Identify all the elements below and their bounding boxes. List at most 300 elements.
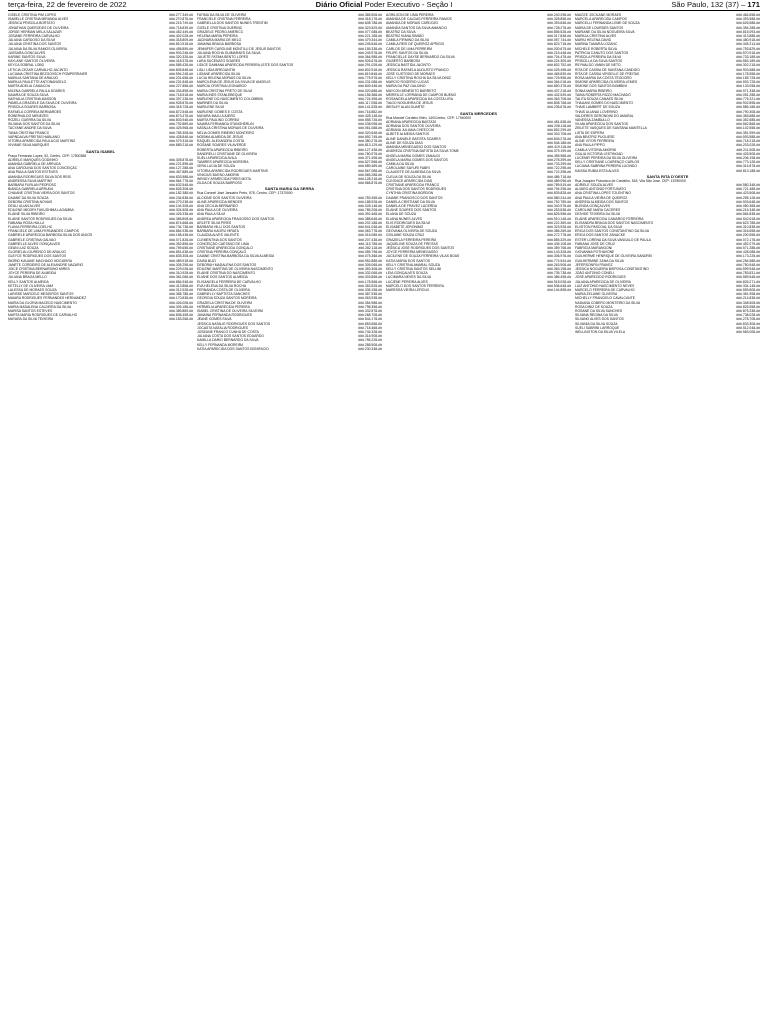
registration-number: ###.227.858-## [169, 84, 193, 89]
column [197, 13, 382, 1021]
person-name: MARCELA APARECIDA CAMPOS [575, 17, 627, 22]
registration-number: ###.872.548-## [169, 109, 193, 114]
person-name: ISABELLE CRISTINA MIRANDA ALVES [8, 17, 69, 22]
person-name: JOSIANE FERREIRA CARVALHO [8, 34, 60, 39]
person-name: LIDLI LIDIA BREGANTIM [197, 67, 236, 72]
registration-number: ###.479.344-## [358, 38, 382, 43]
person-name: GABRIELLE ALVES GONÇALVES [8, 241, 61, 246]
person-name: MARILIA PAULETTE ANTONANGELO [8, 80, 67, 85]
registration-number: ###.365.888-## [736, 113, 760, 118]
registration-number: ###.183.268-## [169, 317, 193, 322]
registration-number: ###.016.088-## [358, 233, 382, 238]
person-name: HERMELIA APARECIDA PEREIRA [197, 304, 250, 309]
person-name: KELLY CRISTINA AMARAL SOUZA [386, 262, 441, 267]
person-name: ANA CECILIA BERNARDO [197, 203, 238, 208]
registration-number: ###.465.839-## [547, 71, 571, 76]
person-name: ROSA MARIA DA COSTA TEODORO [575, 76, 632, 81]
person-name: ROSANE SOARES VILAVERDE [197, 143, 247, 148]
person-name: JUCILENE DE SOUZA FERREIRA VILAS BOAS [386, 254, 460, 259]
person-name: JESSICA PRISCILA BORTATO [8, 21, 55, 26]
registration-number: ###.722.298-## [547, 166, 571, 171]
person-name: GRAZIELA FERREIRA PEREIRA [386, 237, 437, 242]
municipality-address: Praça Fernando Lopes, 52, Centro, CEP: 17500388 [8, 153, 87, 158]
registration-number: ###.785.208-## [358, 208, 382, 213]
person-name: JANETE CORDEIRO DE ALEXANDRE NAZARIO [8, 262, 84, 267]
person-name: AMANDA GABRIELA DE ARRUDA [8, 161, 61, 166]
person-name: GIULIA VICTORIA LESTINGAD [575, 151, 623, 156]
registration-number: ###.253.838-## [547, 208, 571, 213]
person-name: CRISTIANE APARECIDA FRANCO [386, 182, 440, 187]
registration-number: ###.363.198-## [547, 266, 571, 271]
person-name: ELISANDRA BRAGA DOS SANTOS NASCIMENTO [575, 220, 654, 225]
registration-number: ###.813.129-## [358, 143, 382, 148]
registration-number: ###.489.098-## [547, 178, 571, 183]
person-name: FLAVIA FERREIRA COELHO [8, 224, 53, 229]
registration-number: ###.224.309-## [547, 59, 571, 64]
person-name: KELLY CRISTINA SANTOS SELLINI [386, 266, 442, 271]
person-name: GEOVANA OLIVEIRA DE SOUZA [386, 229, 437, 234]
registration-number: ###.334.148-## [736, 283, 760, 288]
registration-number: ###.379.199-## [547, 149, 571, 154]
registration-number: ###.718.518-## [169, 92, 193, 97]
person-name: VIVIANE SILVA MARQUES [8, 143, 50, 148]
municipality-address: Rua Manoel Cordeiro Ilhéu, 140/Centro, CEP: 17940000 [386, 115, 472, 120]
registration-number: ###.071.828-## [169, 237, 193, 242]
registration-number: ###.542.618-## [736, 216, 760, 221]
person-name: JUSSARA GONCALVES [8, 50, 46, 55]
registration-number: ###.852.299-## [547, 128, 571, 133]
registration-number: ###.318.178-## [358, 17, 382, 22]
registration-number: ###.231.088-## [358, 80, 382, 85]
person-name: MARLENE GOMES E COSTA [197, 109, 243, 114]
person-name: TANIA CRISTINA FRANCO [8, 130, 50, 135]
registration-number: ###.835.308-## [169, 254, 193, 259]
registration-number: ###.623.788-## [736, 220, 760, 225]
registration-number: ###.855.329-## [547, 237, 571, 242]
registration-number: ###.245.848-## [358, 42, 382, 47]
person-name: ANGELA MARIA GOMES ZANALDI [386, 153, 440, 158]
person-name: ELISABETE JERONIMO [386, 224, 424, 229]
registration-number: ###.386.498-## [547, 275, 571, 280]
person-name: ELIS RODRIGUES DA SILVA [386, 220, 431, 225]
person-name: GUILHERME HENRIQUE DE OLIVEIRA SANDREI [575, 254, 653, 259]
person-name: BLENDA GONÇALVES [575, 203, 611, 208]
person-name: LUCIENE PEREIRA ALVES [386, 279, 428, 284]
registration-number: ###.353.308-## [358, 266, 382, 271]
registration-number: ###.155.338-## [358, 46, 382, 51]
registration-number: ###.115.788-## [358, 241, 382, 246]
registration-number: ###.774.944-## [547, 258, 571, 263]
registration-number: ###.486.718-## [547, 174, 571, 179]
person-name: GRAZIELA CRISTINA DE OLIVEIRA [197, 300, 253, 305]
person-name: MARESSA VIEIRA LEROUX [386, 288, 430, 292]
registration-number: ###.413.868-## [169, 283, 193, 288]
registration-number: ###.127.438-## [358, 147, 382, 152]
person-name: BARBARA HILLI DOS SANTOS [197, 224, 246, 229]
registration-number: ###.773.128-## [736, 160, 760, 165]
registration-number: ###.735.738-## [547, 271, 571, 276]
registration-number: ###.173.228-## [736, 254, 760, 259]
person-name: GABRIELE CRISTINA GALVAO [8, 237, 56, 242]
registration-number: ###.102.558-## [736, 126, 760, 131]
person-name: LUCIANA CRISTINA BEZGOVSCH POMPERRAIER [8, 71, 88, 76]
person-name: CRISTINA PEREIRA GONÇALO [197, 250, 247, 255]
person-name: MARIA ZELAINE OLIVEIRA [575, 292, 618, 297]
registration-number: ###.206.198-## [736, 155, 760, 160]
person-name: EDILENE MARTINS DE OLIVEIRA NASCIMENTO [197, 266, 274, 271]
registration-number: ###.393.838-## [547, 21, 571, 26]
municipality-heading: SANTA MARIA DA SERRA [264, 186, 315, 192]
person-name: JULIANA APARECIDA DE OLIVEIRA [575, 279, 631, 284]
person-name: JOÃO ANTONIO CONELI [575, 271, 614, 276]
person-name: ROBERVALDO MENEZES [8, 113, 49, 118]
registration-number: ###.316.908-## [358, 334, 382, 339]
person-name: DAIANE CRISTINA BARBOSA DA SILVA ALMEIDA [197, 254, 275, 259]
person-name: JESSICA BASTIDA JACINTO [386, 63, 431, 68]
registration-number: ###.759.658-## [169, 245, 193, 250]
person-name: WELLINGTON DA SILVA VILELA [575, 330, 626, 335]
registration-number: ###.718.218-## [736, 139, 760, 144]
person-name: JOYCE FERREIRA MENEGASSO [386, 250, 438, 255]
registration-number: ###.216.348-## [736, 208, 760, 213]
person-name: EVA HELENA DA SILVA ROCHA [197, 283, 247, 288]
registration-number: ###.563.189-## [736, 59, 760, 64]
person-name: FRANCIELE CRISTINA FERREIRA [197, 17, 251, 22]
registration-number: ###.222.369-## [547, 220, 571, 225]
registration-number: ###.345.214-## [736, 42, 760, 47]
registration-number: ###.364.988-## [358, 55, 382, 60]
registration-number: ###.725.958-## [547, 76, 571, 81]
registration-number: ###.585.428-## [169, 63, 193, 68]
registration-number: ###.544.178-## [358, 317, 382, 322]
municipality-address: Rua Joaquim Francisco de Carvalho, 518, Vila São José, CEP: 15780000 [575, 178, 686, 183]
registration-number: ###.352.858-## [169, 241, 193, 246]
registration-number: ###.352.588-## [736, 118, 760, 123]
registration-number: ###.892.745-## [358, 134, 382, 139]
person-name: ANDREIA ALMEIDA DOS SANTOS [575, 199, 629, 204]
registration-number: ###.792.889-## [169, 122, 193, 127]
person-name: KAYLANE SANTOS OLIVEIRA [8, 59, 55, 64]
registration-number: ###.426.008-## [169, 300, 193, 305]
municipality-heading: SANTA RITA D'OESTE [646, 173, 689, 179]
registration-number: ###.104.898-## [547, 288, 571, 292]
registration-number: ###.385.808-## [169, 216, 193, 221]
registration-number: ###.063.938-## [358, 296, 382, 301]
registration-number: ###.380.278-## [358, 139, 382, 144]
person-name: ISABEL CRISTINA DE OLIVEIRA SILVEIRA [197, 309, 264, 314]
registration-number: ###.810.518-## [169, 42, 193, 47]
person-name: LEIA GONÇALVES SOUZA [386, 271, 428, 276]
person-name: VANESSA ZAMBULLO [575, 118, 610, 123]
header-rule [8, 10, 760, 11]
registration-number: ###.452.449-## [169, 29, 193, 34]
registration-number: ###.202.188-## [358, 220, 382, 225]
registration-number: ###.785.308-## [169, 130, 193, 135]
person-name: MARIU HELENA DAVID [575, 38, 612, 43]
registration-number: ###.320.648-## [358, 130, 382, 135]
header-page-number: 171 [747, 0, 761, 9]
registration-number: ###.240.298-## [547, 13, 571, 17]
registration-number: ###.733.299-## [547, 161, 571, 166]
person-name: NAIARA FERNANDA STANGHERLIN [197, 122, 254, 127]
header-edition [509, 0, 760, 10]
registration-number: ###.902.898-## [736, 101, 760, 106]
person-name: LUCENIR PEREIRA DA SILVA OLIVEIRA [575, 155, 638, 160]
person-name: ADRIANA JULIANA CHEECCHI [386, 128, 435, 133]
registration-number: ###.017.848-## [547, 34, 571, 39]
list-item [386, 288, 571, 292]
person-name: MARILIA SANTANA DE ARAUJO [8, 76, 59, 81]
person-name: MICHELLY FRANCIELO CAVALCANTE [575, 296, 636, 301]
person-name: ROSANGELA APARECIDA DA COSTA LIRA [386, 97, 453, 102]
person-name: ROSA DINIZ DE SOUZA [575, 304, 613, 309]
person-name: RITA DE CASSIA VIRGELLE DE FREITAS [575, 71, 640, 76]
registration-number: ###.332.878-## [358, 309, 382, 314]
person-name: SUELI SABRINI LARROQUE [575, 325, 620, 330]
person-name: ALINE DANIELE BATISTA SOARES [386, 136, 441, 141]
person-name: ANDRESSA SILVA MARTINS [8, 178, 53, 183]
person-name: ELAINE SOARES DOS SANTOS [386, 208, 437, 213]
person-name: JESSICA NATALIE RODRIGUES DOS SANTOS [197, 321, 271, 326]
person-name: KARINE SANTOS SILVA [8, 55, 46, 60]
registration-number: ###.724.398-## [358, 97, 382, 102]
registration-number: ###.323.529-## [358, 25, 382, 30]
person-name: ANA PAULA VIEIRA DE QUEIROZ [575, 195, 628, 200]
registration-number: ###.608.788-## [358, 21, 382, 26]
registration-number: ###.813.188-## [736, 168, 760, 173]
registration-number: ###.564.778-## [169, 178, 193, 183]
registration-number: ###.789.519-## [547, 182, 571, 187]
person-name: NOEMIA ALMEIDA DE JESUS [197, 134, 244, 139]
registration-number: ###.780.978-## [358, 151, 382, 156]
registration-number: ###.354.288-## [736, 25, 760, 30]
person-name: ELISANGELA FERREIRA DE CARVALHO [197, 279, 261, 284]
registration-number: ###.756.228-## [358, 338, 382, 343]
person-name: ESTER LORENA DA SILVA VANGALO DE PAULA [575, 237, 651, 242]
registration-number: ###.158.438-## [169, 233, 193, 238]
person-name: DEBORAH MADALENA DOS SANTOS [197, 262, 257, 267]
person-name: JOYCE PEREIRA DE ALMEIDA [8, 271, 57, 276]
person-name: TIAGO NOGUEIRA DE JESUS [386, 101, 433, 106]
person-name: JACINARA MARIA DE MELO [197, 38, 242, 43]
person-name: ALCIONE DOS SANTOS OLIVEIRA [197, 195, 252, 200]
registration-number: ###.229.028-## [169, 266, 193, 271]
person-name: MAIARA RODRIGUES FERNANDES HERNANDEZ [8, 296, 87, 301]
person-name: JEFERSONFIN FRAVEZ [575, 262, 613, 267]
registration-number: ###.387.538-## [358, 292, 382, 297]
person-name: ZILDA DE SOUZA BARROSO [197, 181, 243, 186]
person-name: NATALIA CRISTINA MORAIS DE OLIVEIRA [197, 126, 264, 131]
registration-number: ###.128.218-## [358, 176, 382, 181]
person-name: ELISITON PASCOAL DA SILVA [575, 224, 623, 229]
registration-number: ###.215.448-## [547, 50, 571, 55]
person-name: ROSANE DA SILVA SANCHES [575, 309, 622, 314]
person-name: LIDIANE APARECIDA SILVA [197, 71, 241, 76]
page-header [8, 0, 760, 10]
person-name: JESSICA JOSE RODRIGUES DOS SANTOS [386, 245, 455, 250]
registration-number: ###.038.098-## [358, 122, 382, 127]
person-name: BIANCA GABRIELA ARRUDA [8, 187, 54, 192]
person-name: AMANDA DE CALDAS FERREIRA RAMOS [386, 17, 452, 22]
registration-number: ###.303.858-## [358, 275, 382, 280]
registration-number: ###.845.278-## [547, 136, 571, 141]
person-name: ANA CAROLINA DOS SANTOS CONCEIÇÃO [8, 166, 78, 171]
person-name: SONIA MARIA RIBEIRO [575, 88, 612, 93]
registration-number: ###.143.328-## [547, 250, 571, 255]
person-name: JULIETE FATIMA BENTO LOPES [197, 55, 249, 60]
registration-number: ###.594.248-## [169, 71, 193, 76]
registration-number: ###.910.148-## [547, 216, 571, 221]
registration-number: ###.030.675-## [547, 46, 571, 51]
person-name: MARIANE DA SILVA NOGUEIRA SILVA [575, 29, 635, 34]
person-name: WESLEY ALAN DUARTE [386, 105, 425, 110]
registration-number: ###.361.068-## [169, 275, 193, 280]
person-name: KEYCA SOBRAL LOBO [8, 63, 45, 68]
person-name: BEATRIZ DA SILVA [386, 29, 416, 34]
person-name: ADRIANA APARECIDA BASTATA [386, 119, 437, 124]
person-name: JULIANA DA SILVA RAMOS OLIVEIRA [8, 46, 68, 51]
person-name: THAIS ULIANAI LOVERINO [575, 109, 618, 114]
person-name: KATIA MARIA DOS SANTOS [386, 258, 430, 263]
person-name: AMANDA SANTOS DA SILVA AMANCIO [386, 25, 448, 30]
registration-number: ###.559.808-## [736, 288, 760, 292]
person-name: JEANE GOMES SILVA [197, 317, 232, 322]
registration-number: ###.566.878-## [358, 181, 382, 186]
person-name: CAMILA FIRMINO DA SILVA [386, 38, 430, 43]
registration-number: ###.853.658-## [358, 321, 382, 326]
person-name: JONATHAN QUERODES DE OLIVEIRA [8, 25, 69, 30]
person-name: MARIA DA PAZ GALDINO [386, 84, 426, 89]
header-title-rest: Poder Executivo - Seção I [364, 0, 453, 9]
registration-number: ###.385.508-## [358, 13, 382, 17]
registration-number: ###.481.638-## [547, 119, 571, 124]
registration-number: ###.133.058-## [736, 84, 760, 89]
person-name: MARLENE DO NASCIMENTO COLOMBINI [197, 97, 263, 102]
registration-number: ###.254.588-## [736, 258, 760, 263]
registration-number: ###.798.358-## [358, 304, 382, 309]
registration-number: ###.320.328-## [169, 55, 193, 60]
registration-number: ###.794.298-## [547, 187, 571, 192]
registration-number: ###.312.928-## [169, 288, 193, 292]
person-name: BARBARA FURLAN PEDROSO [8, 182, 57, 187]
registration-number: ###.332.068-## [358, 271, 382, 276]
registration-number: ###.305.188-## [169, 304, 193, 309]
person-name: TACYANE ANDRE DA SILVA [8, 126, 52, 131]
person-name: CONCEIÇÃO CAETANO DE LIMA [197, 241, 250, 246]
registration-number: ###.178.568-## [358, 279, 382, 284]
person-name: ANDREZA CRISTINA BATISTA DA SILVA TOME [386, 149, 459, 154]
registration-number: ###.546.188-## [547, 140, 571, 145]
person-name: GLORIELIA LOURENCO DE ARAUJO [8, 250, 67, 255]
person-name: BARBARA KAORU HIRATA [197, 229, 239, 234]
person-name: ROBERTA APARECIDA RIBEIRO [197, 147, 248, 152]
registration-number: ###.833.308-## [736, 321, 760, 326]
header-date: terça-feira, 22 de fevereiro de 2022 [8, 0, 127, 9]
registration-number: ###.141.528-## [358, 105, 382, 110]
registration-number: ###.580.348-## [736, 182, 760, 187]
person-name: KAISSA RUBIA ESTA ALVES [575, 168, 619, 173]
person-name: ALINE DE SOUZA DIAS [386, 140, 423, 145]
registration-number: ###.823.718-## [547, 42, 571, 47]
registration-number: ###.864.938-## [169, 229, 193, 234]
column [575, 13, 760, 1021]
registration-number: ###.170.838-## [169, 296, 193, 301]
person-name: KATIA APARECIDA DOS SANTOS BONIFACIO [197, 346, 269, 351]
registration-number: ###.704.478-## [547, 55, 571, 60]
person-name: KETELLY DE OLIVEIRA LIMA [8, 283, 54, 288]
registration-number: ###.368.788-## [169, 292, 193, 297]
header-edition-text: São Paulo, 132 (37) – [671, 0, 746, 9]
person-name: JULIANA COSTA DOS SANTOS EDUARDO [197, 334, 264, 339]
person-name: MARCIO ROGERIO LUCAS [386, 80, 429, 85]
person-name: GIZELE CRISTINA GUERINO [197, 25, 243, 30]
registration-number: ###.455.988-## [547, 153, 571, 158]
registration-number: ###.364.018-## [547, 80, 571, 85]
person-name: KELLY CRISTIANE LOURENÇO CARLOS [575, 160, 640, 165]
person-name: SIMONE DOS SANTOS BOMBINI [575, 84, 627, 89]
registration-number: ###.127.288-## [169, 166, 193, 171]
registration-number: ###.464.658-## [736, 13, 760, 17]
person-name: CAMILA VITÓRIA AMORIM [575, 147, 617, 152]
registration-number: ###.750.548-## [736, 262, 760, 267]
person-name: MAYCON BENEDITO BARRETO [386, 88, 437, 93]
registration-number: ###.351.999-## [736, 130, 760, 135]
registration-number: ###.884.948-## [169, 279, 193, 284]
registration-number: ###.278.708-## [736, 317, 760, 322]
registration-number: ###.397.238-## [169, 97, 193, 102]
registration-number: ###.214.838-## [736, 296, 760, 301]
person-name: DANIELA CRISTIANE DA SILVA [386, 199, 435, 204]
person-name: FRANCIELE DE LIMA FERNANDES CAMPOS [8, 229, 79, 234]
person-name: ADRIELE SOUZA ALVES [575, 182, 614, 187]
registration-number: ###.541.048-## [358, 224, 382, 229]
person-name: CLAUDETE DE ALMEIDA DA SILVA [386, 170, 441, 175]
registration-number: ###.565.288-## [358, 172, 382, 177]
registration-number: ###.028.148-## [358, 203, 382, 208]
person-name: ALBETE ALMEIDA SANTOS [386, 132, 430, 137]
registration-number: ###.889.218-## [169, 143, 193, 148]
list-item [197, 347, 382, 351]
registration-number: ###.738.028-## [736, 313, 760, 318]
person-name: RAFAELA CORREIA BERNARDES [8, 109, 62, 114]
registration-number: ###.527.568-## [358, 160, 382, 165]
registration-number: ###.385.269-## [547, 229, 571, 234]
person-name: MAYARA DA SILVA TEIXEIRA [8, 317, 54, 322]
registration-number: ###.458.859-## [169, 46, 193, 51]
person-name: HELENA MARIA PEREIRA [197, 34, 238, 39]
registration-number: ###.079.318-## [169, 139, 193, 144]
person-name: ERICA DOS SANTOS CONSTANTINO DA SILVA [575, 229, 650, 234]
registration-number: ###.432.539-## [547, 92, 571, 97]
person-name: BEATRIZ KIANA SIMIÃO [386, 34, 424, 39]
registration-number: ###.583.008-## [736, 330, 760, 335]
registration-number: ###.314.878-## [736, 164, 760, 169]
registration-number: ###.718.468-## [358, 325, 382, 330]
registration-number: ###.388.648-## [358, 216, 382, 221]
person-name: FRANCIELLE DAYSE BERNARDO DA SILVA [386, 55, 455, 60]
registration-number: ###.402.028-## [169, 34, 193, 39]
registration-number: ###.435.108-## [547, 241, 571, 246]
person-name: THAUANI GOMES DO NASCIMENTO [575, 101, 633, 106]
person-name: MARINA TAMARA LOZANO [575, 42, 618, 47]
list-item [575, 169, 760, 173]
person-name: JESSICA RAFAELA AUGUSTO FRANCO [386, 67, 449, 72]
registration-number: ###.178.558-## [736, 71, 760, 76]
person-name: ANA PAULA PIPPO [575, 143, 605, 148]
person-name: AMANDA DE MORAIS CARDOZO [386, 21, 439, 26]
person-name: ANA PAULA SILVA [197, 212, 226, 217]
person-name: ELAINE CRISTINA DO NASCIMENTO [197, 271, 256, 276]
